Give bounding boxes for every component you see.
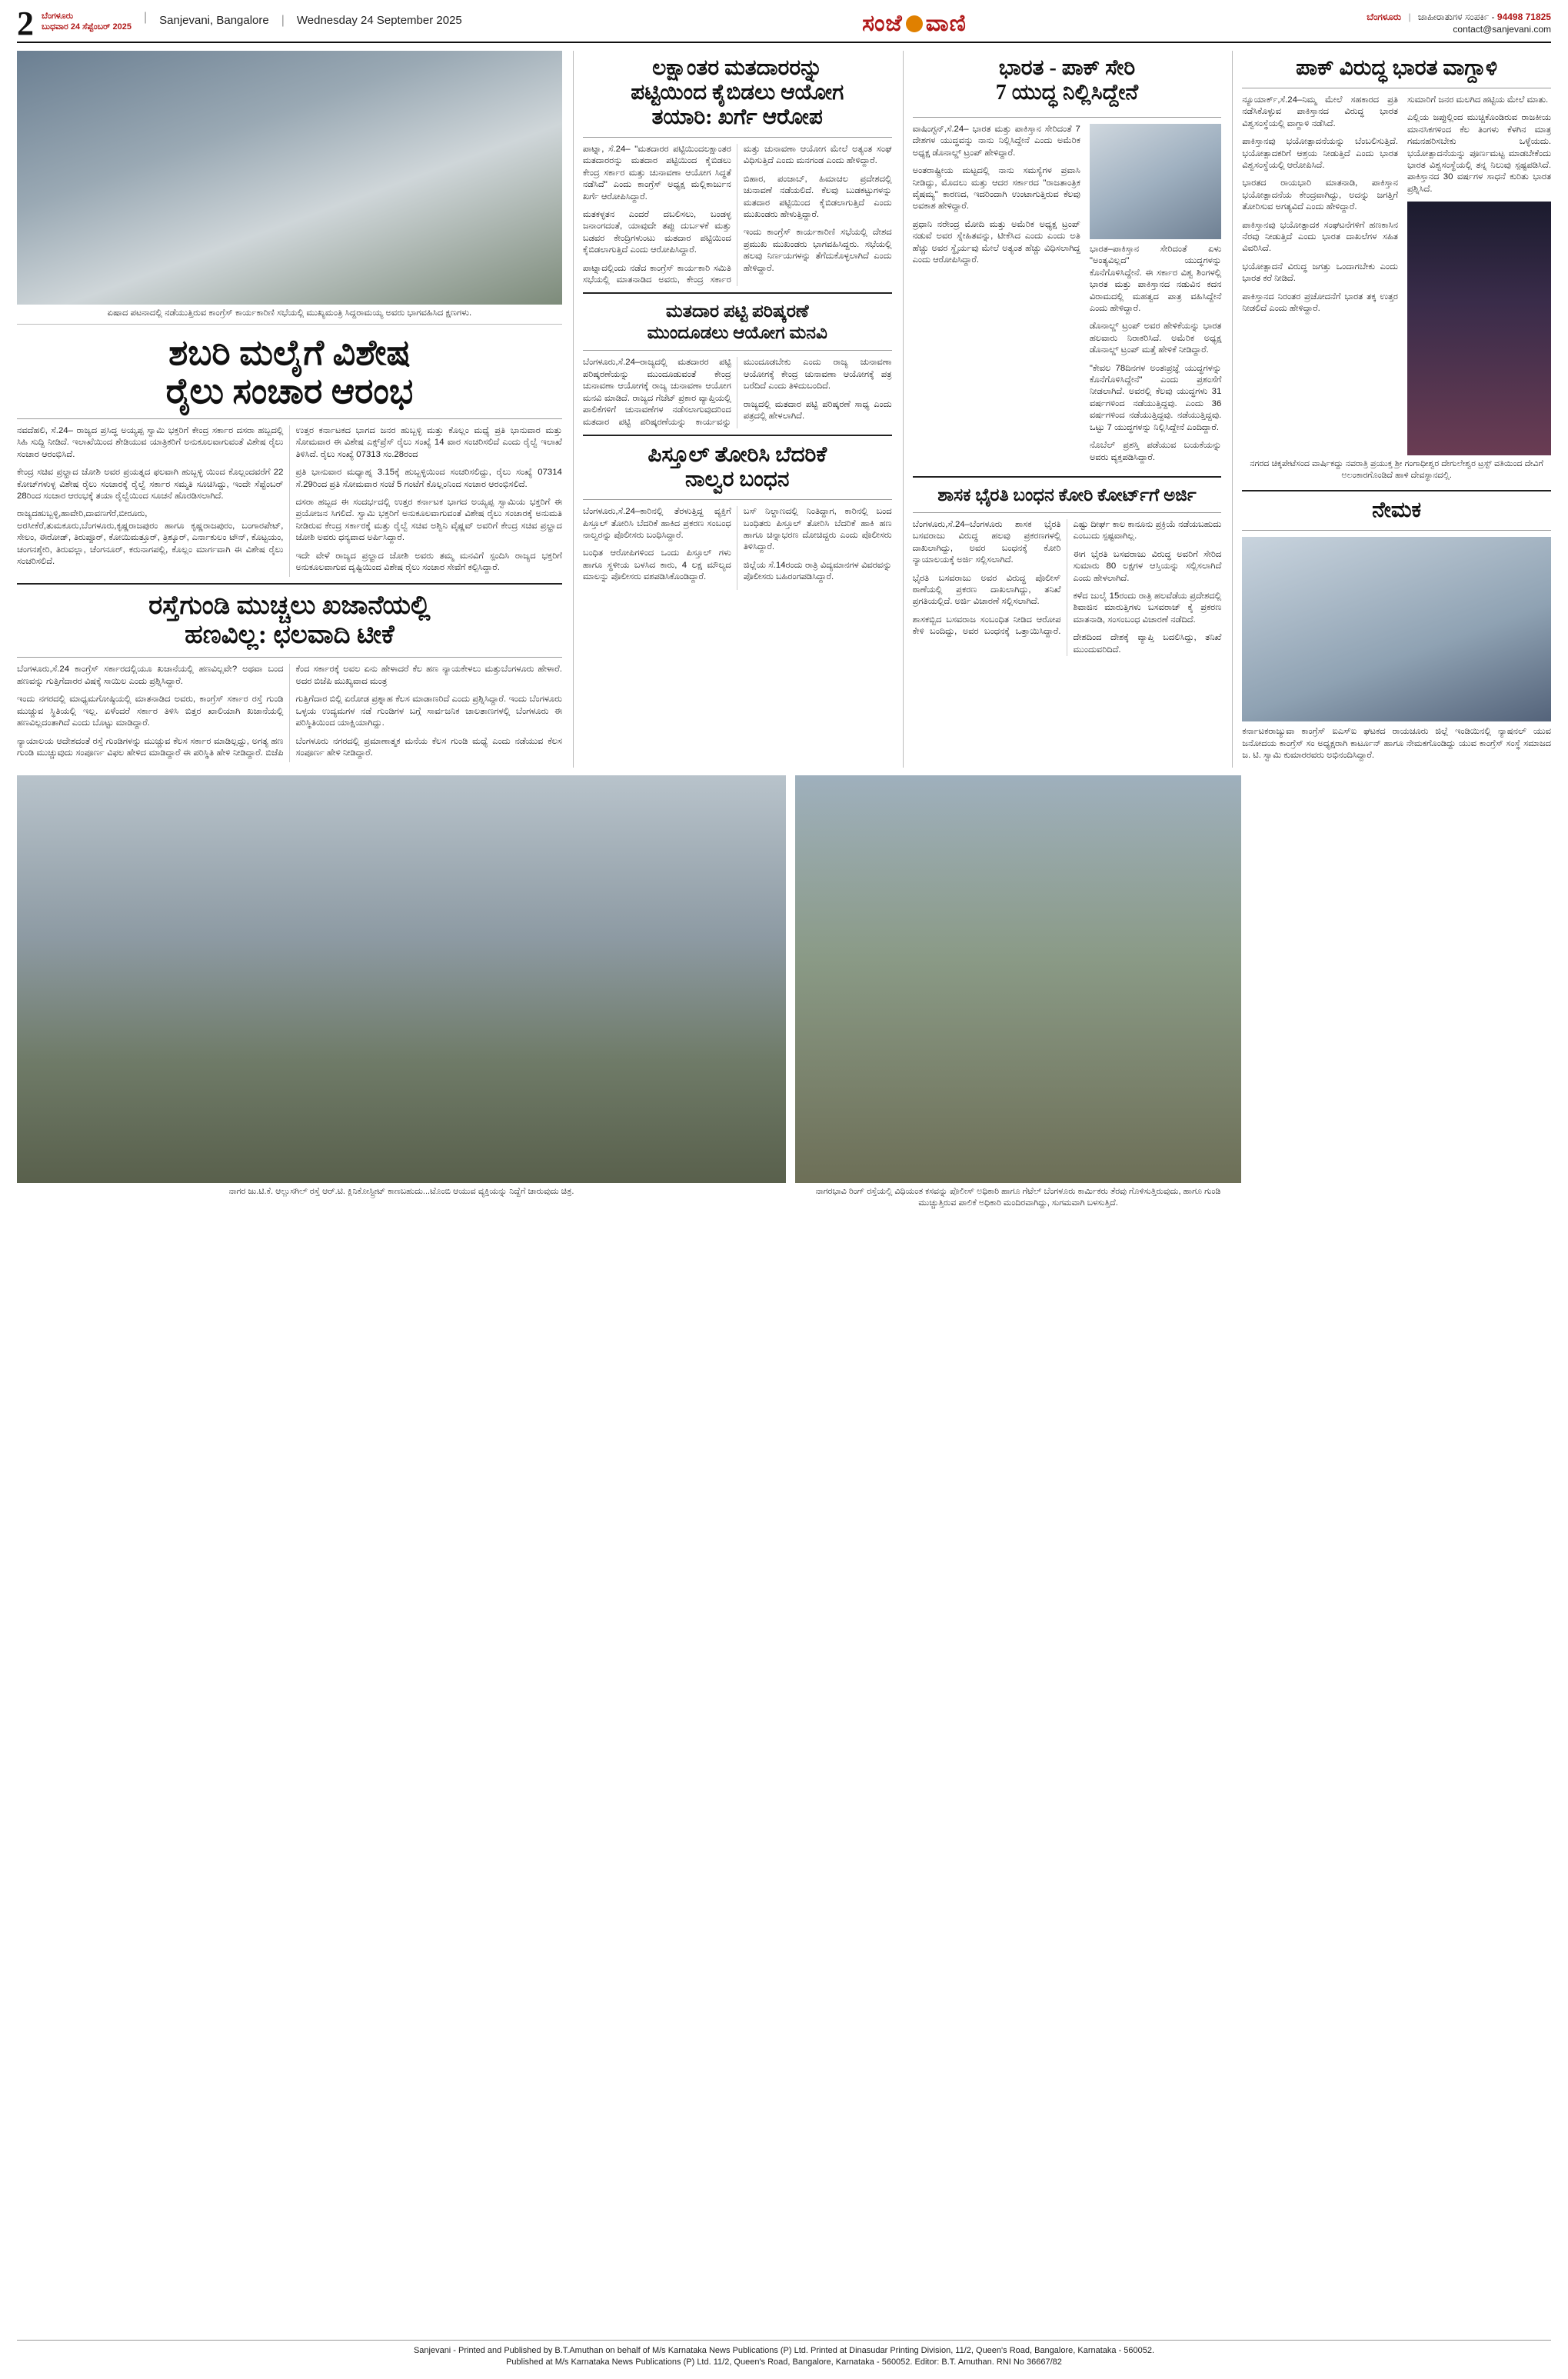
paragraph: ಪಾಟ್ನಾದಲ್ಲಿಂದು ನಡೆದ ಕಾಂಗ್ರೆಸ್ ಕಾರ್ಯಕಾರಿ ಸಮಿತಿ ಸಭೆಯಲ್ಲಿ ಮಾತನಾಡಿದ ಅವರು, ಕೇಂದ್ರ ಸರ್ಕಾರ ಮತ್ತು ಚುನಾವಣಾ ಆಯೋಗ ಮೇಲೆ ಅತ್ಯಂತ ಸಂಘ ವಿಧಿಸುತ್ತಿದೆ ಎಂದು ಮನಗಂಡ ಎಂದು ಹೇಳಿದ್ದಾರೆ. xyxy=(582,145,892,285)
paragraph: ಪಾಕಿಸ್ತಾನವು ಭಯೋತ್ಪಾದನೆಯನ್ನು ಬೆಂಬಲಿಸುತ್ತಿದೆ. ಭಯೋತ್ಪಾದಕರಿಗೆ ಆಶ್ರಯ ನೀಡುತ್ತಿದೆ ಎಂದು ಭಾರತ ವಿಶ್ವಸಂಸ್ಥೆಯಲ್ಲಿ ಆರೋಪಿಸಿದೆ. xyxy=(1242,137,1398,171)
edition-place: Sanjevani, Bangalore xyxy=(159,14,269,27)
headline-bhairathi-arrest: ಶಾಸಕ ಭೈರತಿ ಬಂಧನ ಕೋರಿ ಕೋರ್ಟ್‌ಗೆ ಅರ್ಜಿ xyxy=(937,485,1197,505)
headline-india-vs-pak: ಪಾಕ್ ವಿರುದ್ಧ ಭಾರತ ವಾಗ್ದಾಳಿ xyxy=(1296,56,1498,80)
photo-garbage-clearing xyxy=(795,775,1241,1183)
paragraph: ನೊಬೆಲ್ ಪ್ರಶಸ್ತಿ ಪಡೆಯುವ ಬಯಕೆಯನ್ನು ಅವರು ವ್ಯಕ್ತಪಡಿಸಿದ್ದಾರೆ. xyxy=(1089,441,1222,462)
paragraph: ರಾಜ್ಯದಹುಬ್ಬಳ್ಳಿ,ಹಾವೇರಿ,ದಾವಣಗೆರೆ,ಬೀರೂರು, ಅರಸೀಕೆರೆ,ತುಮಕೂರು,ಬೆಂಗಳೂರು,ಕೃಷ್ಣರಾಜಪುರಂ ಹಾಗೂ ಕೃಷ್ಣರಾಜಪುರಂ, ಬಂಗಾರಪೇಟ್, ಸೇಲಂ, ಈರೋಡ್, ತಿರುಪ್ಪೂರ್, ಕೋಯಿಮತ್ತೂರ್, ತ್ರಿಶ್ಶೂರ್, ಎರ್ನಾಕುಲಂ ಟೌನ್, ಕೊಟ್ಟಯಂ, ಚಂಗನಶ್ಶೇರಿ, ತಿರುವಲ್ಲಾ, ಚೆಂಗನೂರ್, ಕರುನಾಗಪಲ್ಲಿ, ಕೊಲ್ಲಂ ಮಾರ್ಗವಾಗಿ ಈ ವಿಶೇಷ ರೈಲು ಸಂಚರಿಸಲಿದೆ. xyxy=(17,509,284,567)
edition-date: Wednesday 24 September 2025 xyxy=(296,14,462,27)
paragraph: ಮತಕಳ್ಳತನ ಎಂದರೆ ದಬಲಿಸಲು, ಬಂಡಳ್ಳ ಜನಾಂಗದಂತೆ, ಯಾವುದೇ ತಪ್ಪು ದುರ್ಬಳಕೆ ಮತ್ತು ಬಡವರ ಕೇಂದ್ರಿಗಳುಂಟು ಮತದಾರ ಪಟ್ಟಿಯಿಂದ ಕೈಬಿಡಲಾಗುತ್ತಿದೆ ಎಂದು ಆರೋಪಿಸಿದ್ದಾರೆ. xyxy=(582,210,731,255)
story-pistol-body xyxy=(583,506,892,589)
rule-5 xyxy=(583,292,892,294)
photo-appointee xyxy=(1242,537,1551,721)
paragraph: ಬಸ್ ನಿಲ್ದಾಣದಲ್ಲಿ ನಿಂತಿದ್ದಾಗ, ಕಾರಿನಲ್ಲಿ ಬಂದ ಬಂಧಿತರು ಪಿಸ್ತೂಲ್ ತೋರಿಸಿ ಬೆದರಿಕೆ ಹಾಕಿ ಹಣ ಹಾಗೂ ಚಿನ್ನಾಭರಣ ದೋಚಿದ್ದರು ಎಂದು ಪೊಲೀಸರು ತಿಳಿಸಿದ್ದಾರೆ. xyxy=(743,507,892,552)
paragraph: ಪ್ರತಿ ಭಾನುವಾರ ಮಧ್ಯಾಹ್ನ 3.15ಕ್ಕೆ ಹುಬ್ಬಳ್ಳಿಯಿಂದ ಸಂಚರಿಸಲಿದ್ದು, ರೈಲು ಸಂಖ್ಯೆ 07314 ಸೆ.29ರಿಂದ ಪ್ರತಿ ಸೋಮವಾರ ಸಂಜೆ 5 ಗಂಟೆಗೆ ಕೊಲ್ಲಂನಿಂದ ಸಂಚಾರ ಆರಂಭಿಸಲಿದೆ. xyxy=(295,468,562,489)
trump-story-header xyxy=(913,51,1222,111)
story-voters-body xyxy=(583,144,892,286)
masthead-left xyxy=(17,5,462,42)
paragraph: ಬೆಂಗಳೂರು ನಗರದಲ್ಲಿ ಪ್ರಮಾಣಾತ್ಮಕ ಮನೆಯ ಕೆಲಸ ಗುಂಡಿ ಮಧ್ಯೆ ಎಂದು ನಡೆಯುವ ಕೆಲಸ ಸಂಪೂರ್ಣ ಹೇಳಿ ನೀಡಿದ್ದಾರೆ. xyxy=(295,736,562,758)
masthead-kannada-dateline xyxy=(42,11,131,32)
paragraph: ಎಲ್ಲಿಯ ಜಪ್ಪುಲ್ಲಿಂದ ಮುಚ್ಚಿಕೊಂಡಿರುವ ರಾಜಕೀಯ ಮಾನಸಿಕಗಳಿಂದ ಕೆಲ ತಿಂಗಳು ಕೆಳಗಿನ ಮಾತ್ರ ಗಮನಹರಿಸಬೇಕು ಒಳ್ಳೆಯದು. ಭಯೋತ್ಪಾದನೆಯನ್ನು ಪೂರ್ಣಮಟ್ಟ ಮಾಡಬೇಕೆಂದು ಭಾರತ ವಿಶ್ವಸಂಸ್ಥೆಯಲ್ಲಿ ತನ್ನ ನಿಲುವು ಸ್ಪಷ್ಟಪಡಿಸಿದೆ. ಪಾಕಿಸ್ತಾನದ 30 ವರ್ಷಗಳ ಸಾಧನೆ ಕುರಿತು ಭಾರತ ಪ್ರಶ್ನಿಸಿದೆ. xyxy=(1407,113,1551,194)
paragraph: ಭಯೋತ್ಪಾದನೆ ವಿರುದ್ಧ ಜಗತ್ತು ಒಂದಾಗಬೇಕು ಎಂದು ಭಾರತ ಕರೆ ನೀಡಿದೆ. xyxy=(1242,262,1398,284)
paragraph: ಗುತ್ತಿಗೆದಾರ ಬಿಲ್ಲಿ ಏರೋಡ ಪ್ರಶ್ನಾಹ ಕೆಲಸ ಮಾಡಾಣರಿದೆ ಎಂದು ಪ್ರಶ್ನಿಸಿದ್ದಾರೆ. ಇಂದು ಬೆಂಗಳೂರು ಒಳ್ಳಯ ಉದ್ಯಮಗಳ ನಡೆ ಗುಂಡಿಗಳ ಬಗ್ಗೆ ಸಾರ್ವಜನಿಕ ಜಾಲತಾಣಗಳಲ್ಲಿ ಬೆಂಗಳೂರು ಈ ಪರಿಸ್ಥಿತಿಯಿಂದ ಯಾಕ್ಷಿಯಾಗಿದ್ದು. xyxy=(295,695,562,728)
page-footer xyxy=(17,2340,1551,2368)
paragraph: ಬೆಂಗಳೂರು,ಸೆ.24 ಕಾಂಗ್ರೆಸ್ ಸರ್ಕಾರದಲ್ಲಿಯೂ ಖಜಾನೆಯಲ್ಲಿ ಹಣವಿಲ್ಲವೇ? ಅಥವಾ ಬಂದ ಹಣವನ್ನು ಗುತ್ತಿಗೆದಾರರ ವಿಷಕ್ಕೆ ಸಾಯಿಲ ಎಂದು ಪ್ರಶ್ನಿಸಿದ್ದಾರೆ. xyxy=(17,665,284,686)
paragraph: "ಕೇವಲ 78ದಿನಗಳ ಅಂತಃಪ್ರಜ್ಞೆ ಯುದ್ಧಗಳನ್ನು ಕೊನೆಗೊಳಿಸಿದ್ದೇನೆ" ಎಂದು ಪ್ರಶಂಸೆಗೆ ನೀಡಲಾಗಿದೆ. ಅವರಲ್ಲಿ ಕೆಲವು ಯುದ್ಧಗಳು 31 ವರ್ಷಗಳಿಂದ ನಡೆಯುತ್ತಿದ್ದವು. ಎಂದು 36 ವರ್ಷಗಳಿಂದ ನಡೆಯುತ್ತಿದ್ದವು. ನಡೆಯುತ್ತಿದ್ದವು. ಒಟ್ಟು 7 ಯುದ್ಧಗಳನ್ನು ನಿಲ್ಲಿಸಿದ್ದೇನೆ ಎಂದಿದ್ದಾರೆ. xyxy=(1089,363,1222,432)
rule-2 xyxy=(17,583,562,585)
headline-rolls-revision-line1: ಮತದಾರ ಪಟ್ಟಿ ಪರಿಷ್ಕರಣೆ xyxy=(665,302,809,322)
contact-line-1: ಬೆಂಗಳೂರು | ಜಾಹೀರಾತುಗಳ ಸಂಪರ್ಕಿ - 94498 71825 xyxy=(1367,12,1551,22)
paragraph: ಪ್ರಧಾನಿ ನರೇಂದ್ರ ಮೋದಿ ಮತ್ತು ಅಮೆರಿಕ ಅಧ್ಯಕ್ಷ ಟ್ರಂಪ್ ನಡುವೆ ಅವರ ಸ್ನೇಹಿತವನ್ನು, ಟೀಕೆಸಿದ ಎಂದು ಎಂದು ಅತಿ ಹೆಚ್ಚು ಅವರ ಸ್ಥೈರ್ಯವು ಮೇಲೆ ಅತ್ಯಂತ ಹೆಚ್ಚು ವಿಧಿಸಲಾಗಿದ್ದ ಎಂದು ಆರೋಪಿಸಿದ್ದಾರೆ. xyxy=(912,219,1080,265)
masthead xyxy=(17,5,1551,43)
logo-sun-icon xyxy=(906,15,923,32)
bottom-photo-left-block xyxy=(17,775,786,1211)
rule-3 xyxy=(17,657,562,658)
paragraph: ಪಾಕಿಸ್ತಾನದ ನಿರಂತರ ಪ್ರಚೋದನೆಗೆ ಭಾರತ ತಕ್ಕ ಉತ್ತರ ನೀಡಲಿದೆ ಎಂದು ಹೇಳಿದ್ದಾರೆ. xyxy=(1242,292,1398,314)
contact-ads-label: ಜಾಹೀರಾತುಗಳ ಸಂಪರ್ಕಿ - xyxy=(1417,12,1495,22)
rule-4 xyxy=(583,137,892,138)
publication-logo xyxy=(862,11,967,37)
masthead-contact xyxy=(1367,11,1551,35)
rule-8 xyxy=(583,499,892,500)
footer-line-1: Sanjevani - Printed and Published by B.T.Amuthan on behalf of M/s Karnataka News Publications (P) Ltd. Printed at Dinasudar Printing Division, 11/2, Queen's Road, Bangalore, Karnataka - 560052. xyxy=(413,2346,1155,2355)
rule-6 xyxy=(583,350,892,351)
column-2 xyxy=(573,51,892,768)
paragraph: ಪಾಕಿಸ್ತಾನವು ಭಯೋತ್ಪಾದಕ ಸಂಘಟನೆಗಳಿಗೆ ಹಣಕಾಸಿನ ನೆರವು ನೀಡುತ್ತಿದೆ ಎಂದು ಭಾರತ ದಾಖಲೆಗಳ ಸಹಿತ ವಿವರಿಸಿದೆ. xyxy=(1242,220,1398,254)
paragraph: ವಾಷಿಂಗ್ಟನ್,ಸೆ.24– ಭಾರತ ಮತ್ತು ಪಾಕಿಸ್ತಾನ ಸೇರಿದಂತೆ 7 ದೇಶಗಳ ಯುದ್ಧವನ್ನು ನಾನು ನಿಲ್ಲಿಸಿದ್ದೇನೆ ಎಂದು ಅಮೆರಿಕ ಅಧ್ಯಕ್ಷ ಡೊನಾಲ್ಡ್ ಟ್ರಂಪ್ ಹೇಳಿದ್ದಾರೆ. xyxy=(912,125,1080,158)
paragraph: ಬೆಂಗಳೂರು,ಸೆ.24–ರಾಜ್ಯದಲ್ಲಿ ಮತದಾರರ ಪಟ್ಟಿ ಪರಿಷ್ಕರಣೆಯನ್ನು ಮುಂದೂಡುವಂತೆ ಕೇಂದ್ರ ಚುನಾವಣಾ ಆಯೋಗಕ್ಕೆ ರಾಜ್ಯ ಚುನಾವಣಾ ಆಯೋಗ ಮನವಿ ಮಾಡಿದೆ. ರಾಜ್ಯದ ಗೆಜೆಟ್ ಪ್ರಕಾರ ವ್ಯಾಪ್ತಿಯಲ್ಲಿ ಪಾಲಿಕೆಗಳಿಗೆ ಚುನಾವಣೆಗಳ ನಡೆಸಲಾಗುವುದರಿಂದ ಮತದಾರ ಪಟ್ಟಿ ಪರಿಷ್ಕರಣೆಯನ್ನು ಕಾರ್ಯವನ್ನು ಮುಂದೂಡಬೇಕು ಎಂದು ರಾಜ್ಯ ಚುನಾವಣಾ ಆಯೋಗಕ್ಕೆ ಕೇಂದ್ರ ಚುನಾವಣಾ ಆಯೋಗಕ್ಕೆ ಪತ್ರ ಬರೆದಿದೆ ಎಂದು ತಿಳಿದುಬಂದಿದೆ. xyxy=(582,358,892,427)
paragraph: ಭಾರತದ ರಾಯಭಾರಿ ಮಾತನಾಡಿ, ಪಾಕಿಸ್ತಾನ ಭಯೋತ್ಪಾದನೆಯ ಕೇಂದ್ರವಾಗಿದ್ದು, ಅದನ್ನು ಜಗತ್ತಿಗೆ ತೋರಿಸುವ ಅಗತ್ಯವಿದೆ ಎಂದು ಹೇಳಿದ್ದಾರೆ. xyxy=(1242,178,1398,212)
photo-caption-left: ನಾಗರ ಜು.ಟಿ.ಕೆ. ಆಲ್ಲುಸಗಿಲ್ ರಸ್ತೆ ಆರ್‌.ಟಿ. ಕ್ಲಿನಿಕೋಸ್ಟ್ರೀಟ್ ಕಾಣಬಹುದು...ಟೊಂಬಿ ಆಯುವ ವ್ಯಕ್ತಿಯನ್ನು ನಿದ್ದೆಗೆ ಜಾರುವುದು ಚಿತ್ರ. xyxy=(228,1187,574,1197)
bottom-photo-right-block xyxy=(795,775,1241,1211)
paragraph: ನವದೆಹಲಿ, ಸೆ.24– ರಾಜ್ಯದ ಪ್ರಸಿದ್ಧ ಅಯ್ಯಪ್ಪ ಸ್ವಾಮಿ ಭಕ್ತರಿಗೆ ಕೇಂದ್ರ ಸರ್ಕಾರ ದಸರಾ ಹಬ್ಬದಲ್ಲಿ ಸಿಹಿ ಸುದ್ದಿ ನೀಡಿದೆ. ಇಲಾಖೆಯಿಂದ ಶೇಡಿಯುವ ಯಾತ್ರಿಕರಿಗೆ ಅನುಕೂಲವಾಗುವಂತೆ ವಿಶೇಷ ರೈಲು ಸಂಚಾರ ಆರಂಭಿಸಿದೆ. xyxy=(17,426,284,459)
rule-9 xyxy=(913,117,1222,118)
page-columns xyxy=(17,51,1551,768)
paragraph: ಕಳೆದ ಜುಲೈ 15ರಂದು ರಾತ್ರಿ ಹಲವೆಡೆಯ ಪ್ರದೇಶದಲ್ಲಿ ಶಿವಾಜಿನ ಮಾರುತ್ತಿಗಳು ಬಸವರಾಜ್ ಕೈ ಪ್ರಕರಣ ಮಾತನಾಡಿ, ಸಂಸಂಬಂಧ ವಿಚಾರಣೆ ನಡೆದಿದೆ. xyxy=(1073,591,1222,625)
rule-11 xyxy=(913,512,1222,513)
headline-road-potholes-line2: ಹಣವಿಲ್ಲ: ಛಲವಾದಿ ಟೀಕೆ xyxy=(185,621,394,650)
contact-city: ಬೆಂಗಳೂರು xyxy=(1367,12,1402,22)
logo-text-1: ಸಂಜೆ xyxy=(862,11,903,36)
photo-congress-meeting xyxy=(17,51,562,305)
headline-pistol-line2: ನಾಲ್ವರ ಬಂಧನ xyxy=(685,468,790,492)
column-3 xyxy=(903,51,1222,768)
headline-voters-line3: ತಯಾರಿ: ಖರ್ಗೆ ಆರೋಪ xyxy=(651,105,823,129)
paragraph: ಬೆಂಗಳೂರು,ಸೆ.24–ಬೆಂಗಳೂರು ಶಾಸಕ ಭೈರತಿ ಬಸವರಾಜು ವಿರುದ್ಧ ಹಲವು ಪ್ರಕರಣಗಳಲ್ಲಿ ದಾಖಲಾಗಿದ್ದು, ಅವರ ಬಂಧನಕ್ಕೆ ಕೋರಿ ನ್ಯಾಯಾಲಯಕ್ಕೆ ಅರ್ಜಿ ಸಲ್ಲಿಸಲಾಗಿದೆ. xyxy=(912,519,1061,565)
rule-1 xyxy=(17,418,562,419)
headline-voters-line1: ಲಕ್ಷಾಂತರ ಮತದಾರರನ್ನು xyxy=(652,56,823,80)
paragraph: ದೇಶದಿಂದ ದೇಶಕ್ಕೆ ವ್ಯಾಪ್ತಿ ಬದಲಿಸಿದ್ದು, ತನಿಖೆ ಮುಂದುವರಿದಿದೆ. xyxy=(1073,633,1222,655)
paragraph: ಶಾಸಕಬ್ಬಿದ ಬಸವರಾಜ ಸಂಬಂಧಿತ ನೀಡಿದ ಆರೋಪ ಕೇಳಿ ಬಂದಿದ್ದು, ಅವರ ಬಂಧನಕ್ಕೆ ಒತ್ತಾಯಿಸಿದ್ದಾರೆ. ಎಷ್ಟು ದೀರ್ಘ ಕಾಲ ಕಾನೂನು ಪ್ರಕ್ರಿಯೆ ನಡೆಯಬಹುದು ಎಂಬುದು ಸ್ಪಷ್ಟವಾಗಿಲ್ಲ. xyxy=(912,519,1222,637)
paragraph: ಭಾರತ–ಪಾಕಿಸ್ತಾನ ಸೇರಿದಂತೆ ಏಳು "ಅಂತ್ಯವಿಲ್ಲದ" ಯುದ್ಧಗಳನ್ನು ಕೊನೆಗೊಳಿಸಿದ್ದೇನೆ. ಈ ಸರ್ಕಾರ ವಿಶ್ವ ಶಿಂಗಳಲ್ಲಿ ಭಾರತ ಮತ್ತು ಪಾಕಿಸ್ತಾನದ ನಡುವಿನ ಕದನ ವಿರಾಮದಲ್ಲಿ ಮಹತ್ವದ ಪಾತ್ರ ವಹಿಸಿದ್ದೇನೆ ಎಂದು ಹೇಳಿದ್ದಾರೆ. xyxy=(1089,245,1222,314)
column-1 xyxy=(17,51,562,768)
headline-trump-line2: 7 ಯುದ್ಧ ನಿಲ್ಲಿಸಿದ್ದೇನೆ xyxy=(995,81,1139,105)
kannada-place: ಬೆಂಗಳೂರು xyxy=(42,12,74,21)
rule-10 xyxy=(913,476,1222,478)
rule-14 xyxy=(1242,530,1551,531)
headline-shabarimale-line2: ರೈಲು ಸಂಚಾರ ಆರಂಭ xyxy=(165,372,414,411)
kannada-date: ಬುಧವಾರ 24 ಸೆಪ್ಟೆಂಬರ್ 2025 xyxy=(42,22,131,32)
paragraph: ಇಂದು ನಗರದಲ್ಲಿ ಮಾಧ್ಯಮಗೋಷ್ಠಿಯಲ್ಲಿ ಮಾತನಾಡಿದ ಅವರು, ಕಾಂಗ್ರೆಸ್ ಸರ್ಕಾರ ರಸ್ತೆ ಗುಂಡಿ ಮುಚ್ಚುವ ಸ್ಥಿತಿಯಲ್ಲಿ ಇಲ್ಲ. ಏಳೆಂದರೆ ಸರ್ಕಾರ ತಿಳಿಸಿ ಬಿತ್ತರ ಖಾಲಿಯಾಗಿ ಖಜಾನೆಯಲ್ಲಿ ಹಣವಿಲ್ಲದಂತಾಗಿದೆ ಎಂದು ಬೊಟ್ಟು ಮಾಡಿದ್ದಾರೆ. xyxy=(17,695,284,728)
paragraph: ನ್ಯೂಯಾರ್ಕ್,ಸೆ.24–ನಿಮ್ಮ ಮೇಲೆ ಸಹಕಾರದ ಪ್ರತಿ ನಡೆಸಿಕೊಳ್ಳುವ ಪಾಕಿಸ್ತಾನದ ವಿರುದ್ಧ ಭಾರತ ವಿಶ್ವಸಂಸ್ಥೆಯಲ್ಲಿ ವಾಗ್ದಾಳಿ ನಡೆಸಿದೆ. xyxy=(1242,95,1398,128)
pak-story-row xyxy=(1242,95,1551,455)
paragraph: ದಸರಾ ಹಬ್ಬದ ಈ ಸಂದರ್ಭದಲ್ಲಿ ಉತ್ತರ ಕರ್ನಾಟಕ ಭಾಗದ ಅಯ್ಯಪ್ಪ ಸ್ವಾಮಿಯ ಭಕ್ತರಿಗೆ ಈ ಪ್ರಯೋಜನ ಸಿಗಲಿದೆ. ಸ್ವಾಮಿ ಭಕ್ತರಿಗೆ ಅನುಕೂಲವಾಗುವಂತೆ ವಿಶೇಷ ರೈಲು ಸಂಚಾರಕ್ಕೆ ಅನುಮತಿ ನೀಡಿರುವ ಕೇಂದ್ರ ಸರ್ಕಾರಕ್ಕೆ ಮತ್ತು ರೈಲ್ವೆ ಸಚಿವ ಅಶ್ವಿನಿ ವೈಷ್ಣವ್ ಅವರಿಗೆ ಕೇಂದ್ರ ಸಚಿವ ಪ್ರಲ್ಹಾದ ಜೋಶಿ ಅವರು ಧನ್ಯವಾದ ಅರ್ಪಿಸಿದ್ದಾರೆ. xyxy=(295,498,562,543)
bottom-photo-row xyxy=(17,775,1551,1211)
headline-shabarimale-line1: ಶಬರಿ ಮಲೈಗೆ ವಿಶೇಷ xyxy=(168,333,411,372)
story-shabarimale-body xyxy=(17,425,562,577)
paragraph: ಡೊನಾಲ್ಡ್ ಟ್ರಂಪ್ ಅವರ ಹೇಳಿಕೆಯನ್ನು ಭಾರತ ಹಲವಾರು ನಿರಾಕರಿಸಿದೆ. ಅಮೆರಿಕ ಅಧ್ಯಕ್ಷ ಡೊನಾಲ್ಡ್ ಟ್ರಂಪ್ ಮತ್ತೆ ಹೇಳಿಕೆ ನೀಡಿದ್ದಾರೆ. xyxy=(1089,322,1222,355)
paragraph: ಭೈರತಿ ಬಸವರಾಜು ಅವರ ವಿರುದ್ಧ ಪೊಲೀಸ್ ಠಾಣೆಯಲ್ಲಿ ಪ್ರಕರಣ ದಾಖಲಾಗಿದ್ದು, ತನಿಖೆ ಪ್ರಗತಿಯಲ್ಲಿದೆ. ಅರ್ಜಿ ವಿಚಾರಣೆ ಸಲ್ಲಿಸಲಾಗಿದೆ. xyxy=(912,573,1061,607)
rule-13 xyxy=(1242,490,1551,491)
contact-phone: 94498 71825 xyxy=(1496,12,1551,22)
photo-deity xyxy=(1407,202,1551,455)
bottom-right-filler xyxy=(1250,775,1551,1211)
paragraph: ಕೇಂದ್ರ ಸಚಿವ ಪ್ರಲ್ಹಾದ ಜೋಶಿ ಅವರ ಪ್ರಯತ್ನದ ಫಲವಾಗಿ ಹುಬ್ಬಳ್ಳಿ ಯಿಂದ ಕೊಲ್ಲಂದವರೆಗೆ 22 ಕೋಚ್‌ಗಳುಳ್ಳ ವಿಶೇಷ ರೈಲು ಸಂಚಾರಕ್ಕೆ ರೈಲ್ವೆ ಸರ್ಕಾರ ಸಮ್ಮತಿ ಸೂಚಿಸಿದ್ದು, ಇಂದೇ ಸೆಪ್ಟೆಂಬರ್ 28ರಿಂದ ಸಂಚಾರ ಆರಂಭಕ್ಕೆ ತಯಾ ರೈಲ್ವೆಯಿಂದ ಸೂಚನೆ ಹೊರಡಿಸಲಾಗಿದೆ. xyxy=(17,468,284,501)
story-rolls-revision-body xyxy=(583,357,892,428)
headline-appointment: ನೇಮಕ xyxy=(1372,498,1422,523)
headline-rolls-revision-line2: ಮುಂದೂಡಲು ಆಯೋಗ ಮನವಿ xyxy=(647,323,827,343)
headline-road-potholes-line1: ರಸ್ತೆಗುಂಡಿ ಮುಚ್ಚಲು ಖಜಾನೆಯಲ್ಲಿ xyxy=(148,591,431,621)
contact-email[interactable]: contact@sanjevani.com xyxy=(1453,24,1551,35)
footer-line-2: Published at M/s Karnataka News Publications (P) Ltd. 11/2, Queen's Road, Bangalore, Karnataka - 560052. Editor: B.T. Amuthan. RNI No 36667/82 xyxy=(506,2357,1062,2367)
paragraph: ಸುಮಾರಿಗೆ ಜನರ ಮಲಗಿದ ಹಟ್ಟಿಯ ಮೇಲೆ ಮಾತು. xyxy=(1407,95,1549,105)
photo-caption-congress: ಏಷಾದ ಪಟನಾದಲ್ಲಿ ನಡೆಯುತ್ತಿರುವ ಕಾಂಗ್ರೆಸ್ ಕಾರ್ಯಕಾರಿಣಿ ಸಭೆಯಲ್ಲಿ ಮುಖ್ಯಮಂತ್ರಿ ಸಿದ್ದರಾಮಯ್ಯ ಅವರು ಭಾಗವಹಿಸಿದ ಕ್ಷಣಗಳು. xyxy=(17,305,562,325)
headline-voters-line2: ಪಟ್ಟಿಯಿಂದ ಕೈಬಿಡಲು ಆಯೋಗ xyxy=(631,81,844,105)
story-potholes-body xyxy=(17,664,562,762)
photo-caption-right: ನಾಗರಭಾವಿ ರಿಂಗ್ ರಸ್ತೆಯಲ್ಲಿ ವಿಧಿಯಂತ ಕಸವನ್ನು ಪೊಲೀಸ್ ಅಧಿಕಾರಿ ಹಾಗೂ ಗೆಟೆಲ್ ಬೆಂಗಳೂರು ಕಾರ್ಮಿಕರು ತೆರವು ಗೊಳಿಸುತ್ತಿರುವುದು, ಹಾಗೂ ಗುಂಡಿ ಮುಚ್ಚುತ್ತಿರುವ ಪಾಲಿಕೆ ಅಧಿಕಾರಿ ಮಂದಿರವಾಗಿದ್ದು, ಸುಗಮವಾಗಿ ಬಳಸುತ್ತಿದೆ. xyxy=(815,1187,1221,1208)
story-bhairathi-body xyxy=(913,519,1222,656)
photo-trump xyxy=(1090,124,1221,239)
paragraph: ಇದೇ ವೇಳೆ ರಾಜ್ಯದ ಪ್ರಲ್ಹಾದ ಜೋಶಿ ಅವರು ತಮ್ಮ ಮನವಿಗೆ ಸ್ಪಂದಿಸಿ ರಾಜ್ಯದ ಭಕ್ತರಿಗೆ ಅನುಕೂಲವಾಗುವ ದೃಷ್ಟಿಯಿಂದ ವಿಶೇಷ ರೈಲು ಸಂಚಾರ ಸೇವೆಗೆ ಕಲ್ಪಿಸಿದ್ದಾರೆ. xyxy=(295,551,562,573)
headline-pistol-line1: ಪಿಸ್ತೂಲ್ ತೋರಿಸಿ ಬೆದರಿಕೆ xyxy=(648,443,827,468)
trump-lead-row xyxy=(913,124,1222,470)
paragraph: ಬಂಧಿತ ಆರೋಪಿಗಳಿಂದ ಒಂದು ಪಿಸ್ತೂಲ್ ಗಳು ಹಾಗೂ ಸ್ಥಳೀಯ ಬಳಸಿದ ಕಾರು, 4 ಲಕ್ಷ ಮೌಲ್ಯದ ಮಾಲನ್ನು ಪೊಲೀಸರು ವಶಪಡಿಸಿಕೊಂಡಿದ್ದಾರೆ. xyxy=(582,548,731,582)
appointment-text: ಕರ್ನಾಟಕರಾಜ್ಯುವಾ ಕಾಂಗ್ರೆಸ್ ಐಎಸ್‌ಐ ಘಟಕದ ರಾಯಚೂರು ಜಿಲ್ಲೆ ಇಂಡಿಯಿನಲ್ಲಿ ನ್ಯಾಷನಲ್ ಯುವ ಜನೋದಯ ಕಾಂಗ್ರೆಸ್ ಸಂ ಅಧ್ಯಕ್ಷರಾಗಿ ಕಾರ್ಟೂನ್ ಹಾಗೂ ನೇಮಕಗೊಂಡಿದ್ದು ಯುವ ಕಾಂಗ್ರೆಸ್ ಸಂಸ್ಥೆ ಸಮಾಜದ ಜ. ಟಿ. ಸ್ವಾಮಿ ಕುಮಾರರವರು ಅಭಿನಂದಿಸಿದ್ದಾರೆ. xyxy=(1242,727,1551,761)
column-4 xyxy=(1232,51,1551,768)
paragraph: ಬೆಂಗಳೂರು,ಸೆ.24–ಕಾರಿನಲ್ಲಿ ತೆರಳುತ್ತಿದ್ದ ವ್ಯಕ್ತಿಗೆ ಪಿಸ್ತೂಲ್ ತೋರಿಸಿ ಬೆದರಿಕೆ ಹಾಕಿದ ಪ್ರಕರಣ ಸಂಬಂಧ ನಾಲ್ವರನ್ನು ಪೊಲೀಸರು ಬಂಧಿಸಿದ್ದಾರೆ. xyxy=(582,507,731,541)
paragraph: ಪಾಟ್ನಾ, ಸೆ.24– "ಮತದಾರರ ಪಟ್ಟಿಯಿಂದಲಕ್ಷಾಂತರ ಮತದಾರರನ್ನು ಮತದಾರ ಪಟ್ಟಿಯಿಂದ ಕೈಬಿಡಲು ಕೇಂದ್ರ ಸರ್ಕಾರ ಮತ್ತು ಚುನಾವಣಾ ಆಯೋಗ ಸಿದ್ಧತೆ ನಡೆಸಿದೆ" ಎಂದು ಕಾಂಗ್ರೆಸ್ ಅಧ್ಯಕ್ಷ ಮಲ್ಲಿಕಾರ್ಜುನ ಖರ್ಗೆ ಆರೋಪಿಸಿದ್ದಾರೆ. xyxy=(582,145,731,202)
paragraph: ಈಗ ಭೈರತಿ ಬಸವರಾಜು ವಿರುದ್ಧ ಅವರಿಗೆ ಸೇರಿದ ಸುಮಾರು 80 ಲಕ್ಷಗಳ ಆಸ್ತಿಯನ್ನು ಸಲ್ಲಿಸಲಾಗಿದೆ ಎಂದು ಹೇಳಲಾಗಿದೆ. xyxy=(1073,549,1222,583)
paragraph: ರಾಜ್ಯದಲ್ಲಿ ಮತದಾರ ಪಟ್ಟಿ ಪರಿಷ್ಕರಣೆ ಸಾಧ್ಯ ಎಂದು ಪತ್ರದಲ್ಲಿ ಹೇಳಲಾಗಿದೆ. xyxy=(743,399,892,421)
photo-garbage-street xyxy=(17,775,786,1183)
rule-7 xyxy=(583,435,892,436)
paragraph: ಇಂದು ಕಾಂಗ್ರೆಸ್ ಕಾರ್ಯಕಾರಿಣಿ ಸಭೆಯಲ್ಲಿ ದೇಶದ ಪ್ರಮುಖ ಮುಖಂಡರು ಭಾಗವಹಿಸಿದ್ದರು. ಸಭೆಯಲ್ಲಿ ಹಲವು ನಿರ್ಣಯಗಳನ್ನು ತೆಗೆದುಕೊಳ್ಳಲಾಗಿದೆ ಎಂದು ಹೇಳಿದ್ದಾರೆ. xyxy=(743,228,892,273)
page-number: 2 xyxy=(17,5,34,42)
headline-trump-line1: ಭಾರತ - ಪಾಕ್ ಸೇರಿ xyxy=(998,56,1136,80)
masthead-divider-2: | xyxy=(281,14,285,27)
paragraph: ಜಿಲ್ಲೆಯ ಸೆ.14ರಂದು ರಾತ್ರಿ ವಿದ್ಯಮಾನಗಳ ವಿವರವನ್ನು ಪೊಲೀಸರು ಬಹಿರಂಗಪಡಿಸಿದ್ದಾರೆ. xyxy=(743,560,892,582)
paragraph: ಬಿಹಾರ, ಪಂಜಾಬ್, ಹಿಮಾಚಲ ಪ್ರದೇಶದಲ್ಲಿ ಚುನಾವಣೆ ನಡೆಯಲಿದೆ. ಕೆಲವು ಬುಡಕಟ್ಟುಗಳನ್ನು ಮತದಾರ ಪಟ್ಟಿಯಿಂದ ಕೈಬಿಡಲಾಗುತ್ತಿದೆ ಎಂದು ಮುಖಂಡರು ಹೇಳುತ್ತಿದ್ದಾರೆ. xyxy=(743,174,892,220)
logo-text-2: ವಾಣಿ xyxy=(925,11,967,36)
paragraph: ನ್ಯಾಯಾಲಯ ಆದೇಶದಂತೆ ರಸ್ತೆ ಗುಂಡಿಗಳನ್ನು ಮುಚ್ಚುವ ಕೆಲಸ ಸರ್ಕಾರ ಮಾಡಿಲ್ಲದ್ದು, ಅಗತ್ಯ ಹಣ ಗುಂಡಿ ಮುಚ್ಚುವುದು ಸಂಪೂರ್ಣ ವಿಫಲ ಹೇಳಿದ ಮಾಡಿದ್ದಾರೆ ಈ ಪರಿಸ್ಥಿತಿ ಹೇಳಿ ನೀಡಿದ್ದಾರೆ. ಬಿಜೆಪಿ ಕೆಂದ ಸರ್ಕಾರಕ್ಕೆ ಅವಲ ಏನು ಹೇಳಾದರೆ ಕೆಲ ಹಣ ನ್ಯಾಯಕೇಳಲು ಮತ್ತುಬೆಂಗಳೂರು ಹೇಳಾರೆ. ಅದರ ಬಿಜೆಪಿ ಮುಖ್ಯವಾದ ಮಂತ್ರ xyxy=(17,665,562,758)
masthead-divider-1: | xyxy=(143,11,148,24)
paragraph: ಅಂತರಾಷ್ಟ್ರೀಯ ಮಟ್ಟದಲ್ಲಿ ನಾನು ಸಮಸ್ಯೆಗಳ ಪ್ರವಾಸಿ ನೀಡಿದ್ದು, ಮೊದಲು ಮತ್ತು ಆದರ ಸರ್ಕಾರದ "ರಾಜತಾಂತ್ರಿಕ ವೈಷಮ್ಯ" ಕಾರಣದ, ಇದರಿಂದಾಗಿ ಉಂಟಾಗುತ್ತಿರುವ ಕೆಲವು ಅವಕಾಶ ಹೇಳಿದ್ದಾರೆ. xyxy=(912,166,1080,212)
photo-caption-deity: ನಗರದ ಚಿಕ್ಕಪೇಟೆಸಂದ ವಾರ್ಷಿಕದ್ದು ನವರಾತ್ರಿ ಪ್ರಯುಕ್ತ ಶ್ರೀ ಗಂಗಾಧೀಶ್ವರ ದೇಗುಲೇಶ್ವರ ಟ್ರಸ್ಟ್ ವತಿಯಿಂದ ದೇವಿಗೆ ಅಲಂಕಾರಗೊಂಡಿದೆ ಹಾಳಿ ದೇವಸ್ಥಾನದಲ್ಲಿ. xyxy=(1250,459,1543,480)
paragraph: ಉತ್ತರ ಕರ್ನಾಟಕದ ಭಾಗದ ಜನರ ಹುಬ್ಬಳ್ಳಿ ಮತ್ತು ಕೊಲ್ಲಂ ಮಧ್ಯೆ ಪ್ರತಿ ಭಾನುವಾರ ಮತ್ತು ಸೋಮವಾರ ಈ ವಿಶೇಷ ಎಕ್ಸ್‌ಪ್ರೆಸ್ ರೈಲು ಸಂಖ್ಯೆ 14 ವಾರ ಸಂಚರಿಸಲಿದೆ ಎಂದು ರೈಲ್ವೆ ಇಲಾಖೆ ತಿಳಿಸಿದೆ. ರೈಲು ಸಂಖ್ಯೆ 07313 ಸಂ.28ರಂದ xyxy=(295,426,562,459)
